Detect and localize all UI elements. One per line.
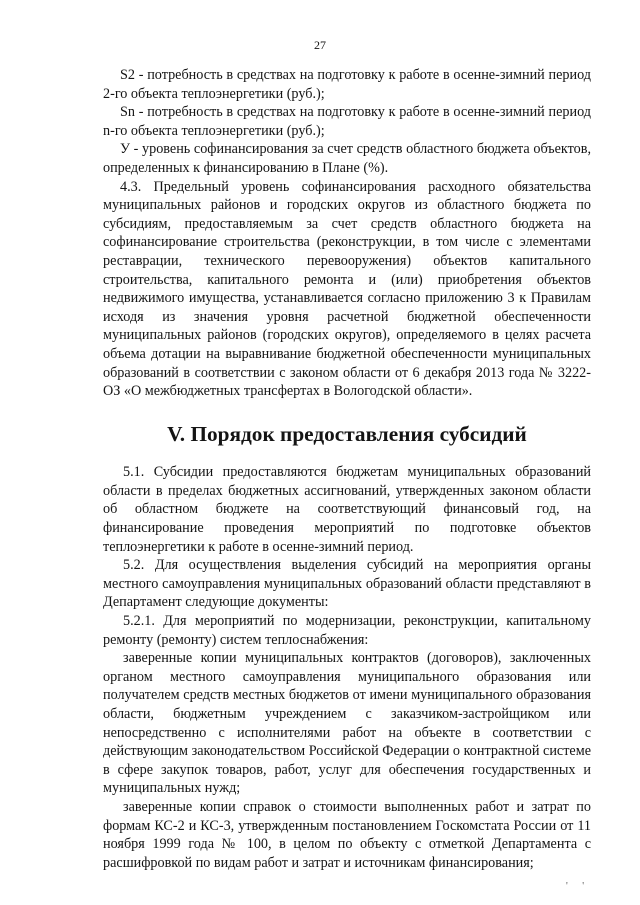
paragraph-5-1: 5.1. Субсидии предоставляются бюджетам муниципальных образований области в пределах бюджетных ассигнований, утвержденных законом области об областном бюджете на соответствующий финансовый год, на финансирование проведения мероприятий по подготовке объектов теплоэнергетики к работе в осенне-зимний период. [103, 464, 591, 555]
section-heading: V. Порядок предоставления субсидий [167, 421, 527, 446]
paragraph-sn: Sn - потребность в средствах на подготовку к работе в осенне-зимний период n-го объекта теплоэнергетики (руб.); [103, 104, 591, 139]
document-body [103, 66, 591, 872]
paragraph-5-2-1: 5.2.1. Для мероприятий по модернизации, реконструкции, капитальному ремонту (ремонту) систем теплоснабжения: [103, 613, 591, 648]
scan-marks: ' ' [566, 881, 591, 892]
paragraph-ks-certificates: заверенные копии справок о стоимости выполненных работ и затрат по формам КС-2 и КС-3, утвержденным постановлением Госкомстата России от 11 ноября 1999 года № 100, в целом по объекту с отметкой Департамента с расшифровкой по видам работ и затрат и источникам финансирования; [103, 798, 591, 871]
paragraph-u: У - уровень софинансирования за счет средств областного бюджета объектов, определенных к финансированию в Плане (%). [103, 141, 591, 176]
paragraph-s2: S2 - потребность в средствах на подготовку к работе в осенне-зимний период 2-го объекта теплоэнергетики (руб.); [103, 67, 591, 102]
page-number: 27 [314, 38, 326, 52]
paragraph-contract-copies: заверенные копии муниципальных контрактов (договоров), заключенных органом местного самоуправления муниципального образования или получателем средств местных бюджетов от имени муниципального образования области, бюджетным учреждением с заказчиком-застройщиком или непосредственно с исполнителями работ на объекте в соответствии с действующим законодательством Российской Федерации о контрактной системе в сфере закупок товаров, работ, услуг для обеспечения государственных и муниципальных нужд; [103, 650, 591, 797]
paragraph-5-2: 5.2. Для осуществления выделения субсидий на мероприятия органы местного самоуправления муниципальных образований области представляют в Департамент следующие документы: [103, 557, 591, 611]
paragraph-4-3: 4.3. Предельный уровень софинансирования расходного обязательства муниципальных районов и городских округов из областного бюджета по субсидиям, предоставляемым за счет средств областного бюджета на софинансирование строительства (реконструкции, в том числе с элементами реставрации, технического перевооружения) объектов капитального строительства, капитального ремонта и (или) приобретения объектов недвижимого имущества, устанавливается согласно приложению 3 к Правилам исходя из значения уровня расчетной бюджетной обеспеченности муниципальных районов (городских округов), определяемого в целях расчета объема дотации на выравнивание бюджетной обеспеченности муниципальных образований в соответствии с законом области от 6 декабря 2013 года № 3222-ОЗ «О межбюджетных трансфертах в Вологодской области». [103, 178, 591, 400]
